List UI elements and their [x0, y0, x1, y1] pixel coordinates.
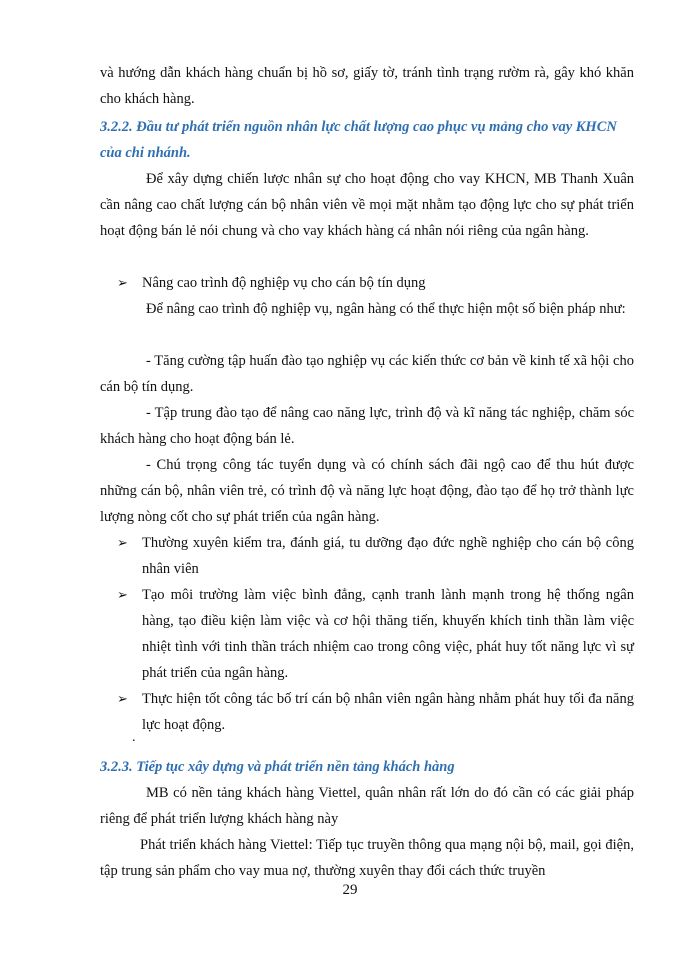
bullet-item-2: [117, 530, 634, 582]
paragraph-viettel-base: MB có nền tảng khách hàng Viettel, quân nhân rất lớn do đó cần có các giải pháp riêng để phát triển lượng khách hàng này: [100, 785, 634, 827]
paragraph-dash-1: - Tăng cường tập huấn đào tạo nghiệp vụ các kiến thức cơ bản về kinh tế xã hội cho cán bộ tín dụng.: [100, 353, 634, 395]
bullet-item-3: [117, 582, 634, 686]
section-heading-3-2-2: 3.2.2. Đầu tư phát triển nguồn nhân lực chất lượng cao phục vụ mảng cho vay KHCN của chi nhánh.: [100, 119, 617, 161]
bullet-item-4: [117, 686, 634, 738]
section-heading-3-2-3: 3.2.3. Tiếp tục xây dựng và phát triển nền tảng khách hàng: [100, 759, 455, 775]
paragraph-strategy: Để xây dựng chiến lược nhân sự cho hoạt động cho vay KHCN, MB Thanh Xuân cần nâng cao chất lượng cán bộ nhân viên về mọi mặt nhằm tạo động lực cho sự phát triển hoạt động bán lẻ nói chung và cho vay khách hàng cá nhân nói riêng của ngân hàng.: [100, 171, 634, 239]
bullet-arrow-icon: ➢: [117, 275, 128, 290]
bullet-text: Nâng cao trình độ nghiệp vụ cho cán bộ tín dụng: [142, 275, 426, 291]
stray-dot: .: [132, 730, 136, 745]
bullet-arrow-icon: ➢: [117, 535, 128, 550]
bullet-text: Tạo môi trường làm việc bình đẳng, cạnh tranh lành mạnh trong hệ thống ngân hàng, tạo điều kiện làm việc và cơ hội thăng tiến, khuyến khích tinh thần làm việc nhiệt tình với tinh thần trách nhiệm cao trong công việc, phát huy tốt năng lực vì sự phát triển của ngân hàng.: [142, 587, 634, 681]
bullet-item-1: [117, 270, 634, 296]
page-number: 29: [342, 882, 358, 898]
bullet-text: Thường xuyên kiểm tra, đánh giá, tu dưỡng đạo đức nghề nghiệp cho cán bộ công nhân viên: [142, 535, 634, 577]
paragraph-dash-2: - Tập trung đào tạo để nâng cao năng lực, trình độ và kĩ năng tác nghiệp, chăm sóc khách hàng cho hoạt động bán lẻ.: [100, 405, 634, 447]
paragraph-viettel-dev: Phát triển khách hàng Viettel: Tiếp tục truyền thông qua mạng nội bộ, mail, gọi điện, tập trung sản phẩm cho vay mua nợ, thường xuyên thay đổi cách thức truyền: [100, 837, 634, 879]
paragraph-intro: và hướng dẫn khách hàng chuẩn bị hồ sơ, giấy tờ, tránh tình trạng rườm rà, gây khó khăn cho khách hàng.: [100, 65, 634, 107]
bullet-text: Thực hiện tốt công tác bố trí cán bộ nhân viên ngân hàng nhằm phát huy tối đa năng lực hoạt động.: [142, 691, 634, 733]
paragraph-dash-3: - Chú trọng công tác tuyển dụng và có chính sách đãi ngộ cao để thu hút được những cán bộ, nhân viên trẻ, có trình độ và năng lực hoạt động, đào tạo để họ trở thành lực lượng nòng cốt cho sự phát triển của ngân hàng.: [100, 457, 634, 525]
paragraph-measures: Để nâng cao trình độ nghiệp vụ, ngân hàng có thể thực hiện một số biện pháp như:: [146, 301, 626, 317]
bullet-arrow-icon: ➢: [117, 691, 128, 706]
bullet-arrow-icon: ➢: [117, 587, 128, 602]
